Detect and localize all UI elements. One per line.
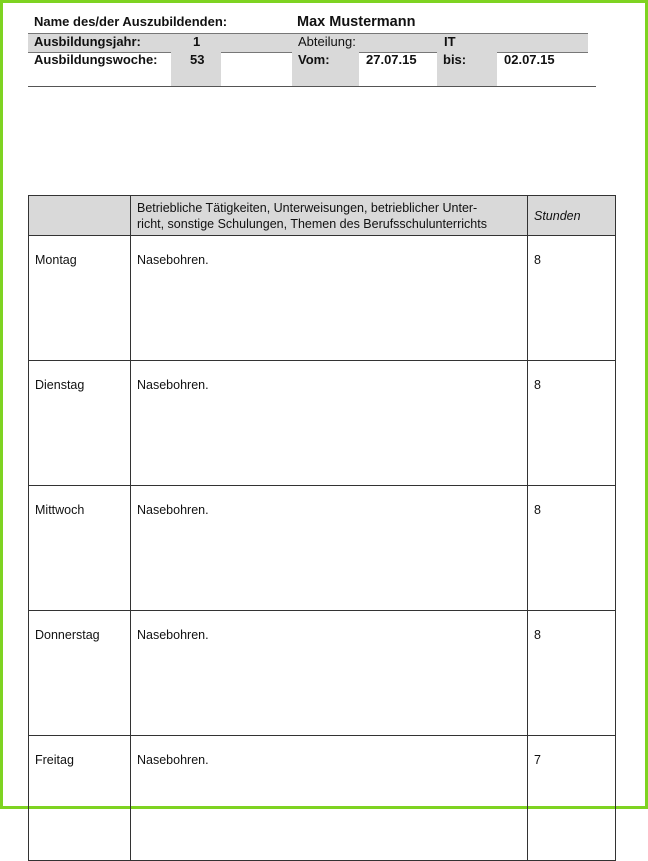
table-row [29,361,616,486]
trainee-name-value: Max Mustermann [297,14,416,30]
date-from-label: Vom: [298,52,330,67]
training-year-label: Ausbildungsjahr: [34,34,141,49]
table-row [29,236,616,361]
activity-cell: Nasebohren. [131,611,528,736]
date-from-value: 27.07.15 [366,52,417,67]
activity-cell: Nasebohren. [131,361,528,486]
header-row-week [28,52,596,87]
date-to-label: bis: [443,52,467,67]
activities-header-line1: Betriebliche Tätigkeiten, Unterweisungen, betrieblicher Unter- [137,200,478,215]
activity-cell: Nasebohren. [131,236,528,361]
day-cell: Dienstag [29,361,131,486]
table-row [29,736,616,861]
day-cell: Montag [29,236,131,361]
table-row [29,486,616,611]
table-row [29,611,616,736]
day-cell: Freitag [29,736,131,861]
training-week-value: 53 [190,52,205,67]
hours-cell: 8 [528,236,616,361]
day-cell: Mittwoch [29,486,131,611]
activities-header-line2: richt, sonstige Schulungen, Themen des Berufsschulunterrichts [137,216,487,231]
column-hours-header: Stunden [528,196,616,236]
activity-cell: Nasebohren. [131,736,528,861]
date-to-value: 02.07.15 [504,52,555,67]
column-activities-header [131,196,528,236]
hours-cell: 7 [528,736,616,861]
trainee-name-label: Name des/der Auszubildenden: [34,14,228,29]
department-value: IT [444,34,456,49]
hours-cell: 8 [528,486,616,611]
table-header-row [29,196,616,236]
department-label: Abteilung: [298,34,356,49]
header-row-name [28,14,588,33]
hours-cell: 8 [528,611,616,736]
day-cell: Donnerstag [29,611,131,736]
activity-cell: Nasebohren. [131,486,528,611]
hours-cell: 8 [528,361,616,486]
training-year-value: 1 [193,34,201,49]
column-day-header [29,196,131,236]
weekly-report-table [28,195,616,861]
header-row-year [28,33,588,53]
training-week-label: Ausbildungswoche: [34,52,158,67]
